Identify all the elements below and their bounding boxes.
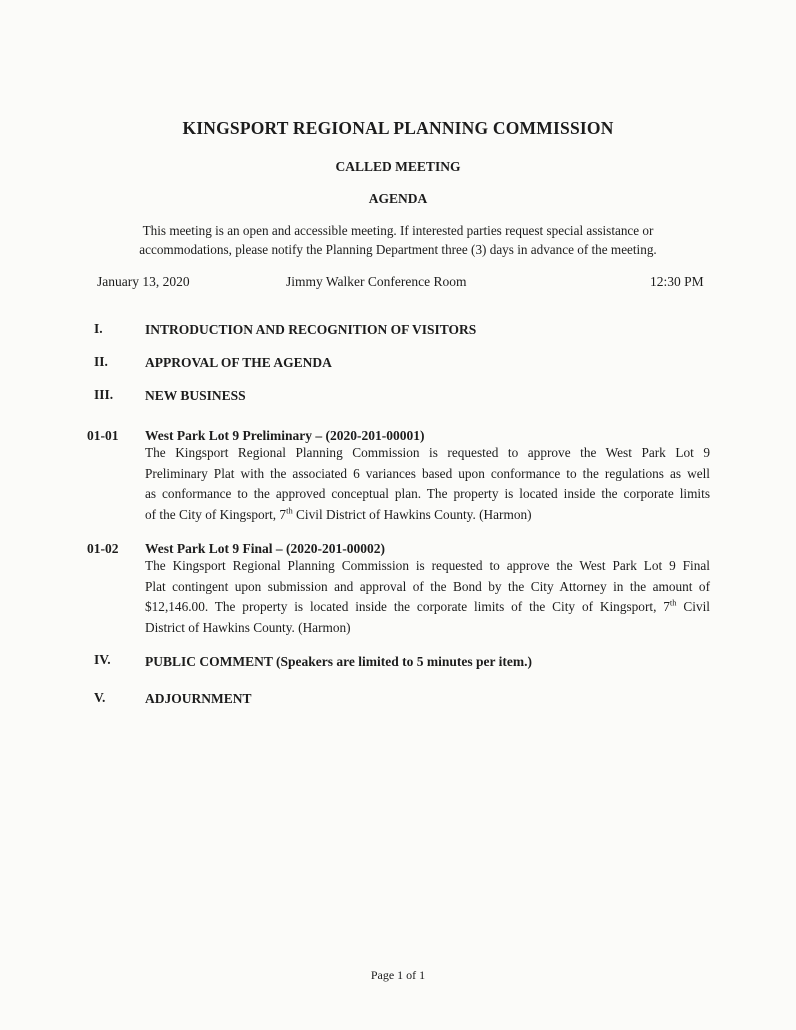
item-line-text: Civil District of Hawkins County. (Harmon) <box>292 506 532 522</box>
ordinal-suffix: th <box>286 505 293 516</box>
section-number: I. <box>94 321 103 336</box>
item-description <box>145 556 710 638</box>
item-line <box>145 597 710 618</box>
section-number: V. <box>94 690 106 705</box>
item-line <box>145 505 710 526</box>
item-line: The Kingsport Regional Planning Commission is requested to approve the West Park Lot 9 <box>145 445 710 460</box>
item-line-text: Civil <box>676 599 710 615</box>
ordinal-suffix: th <box>669 597 677 608</box>
item-number: 01-01 <box>87 428 119 443</box>
item-description <box>145 443 710 525</box>
notice-line-1: This meeting is an open and accessible meeting. If interested parties request special assistance or <box>142 223 654 238</box>
item-number: 01-02 <box>87 541 119 556</box>
notice-line-2: accommodations, please notify the Planning Department three (3) days in advance of the meeting. <box>139 242 657 257</box>
item-line-text: of the City of Kingsport, 7 <box>145 506 287 522</box>
section-number: IV. <box>94 652 111 667</box>
item-line: as conformance to the approved conceptual plan. The property is located inside the corporate limits <box>145 486 710 502</box>
meeting-type: CALLED MEETING <box>335 159 461 174</box>
section-number: III. <box>94 387 114 402</box>
section-title-approval: APPROVAL OF THE AGENDA <box>145 355 332 370</box>
item-line: District of Hawkins County. (Harmon) <box>145 619 351 635</box>
page-title: KINGSPORT REGIONAL PLANNING COMMISSION <box>182 118 614 138</box>
document-type: AGENDA <box>368 191 428 206</box>
section-title-public-comment: PUBLIC COMMENT (Speakers are limited to 5 minutes per item.) <box>145 654 532 669</box>
accessibility-notice <box>0 221 796 259</box>
section-title-introduction: INTRODUCTION AND RECOGNITION OF VISITORS <box>145 322 477 337</box>
item-line: Plat contingent upon submission and approval of the Bond by the City Attorney in the amount of <box>145 578 710 594</box>
item-title: West Park Lot 9 Preliminary – (2020-201-00001) <box>145 428 425 443</box>
item-line: Preliminary Plat with the associated 6 variances based upon conformance to the regulations as well <box>145 465 710 481</box>
section-title-adjournment: ADJOURNMENT <box>145 691 252 706</box>
meeting-location: Jimmy Walker Conference Room <box>286 274 467 289</box>
section-number: II. <box>94 354 108 369</box>
meeting-time: 12:30 PM <box>650 274 704 289</box>
item-line: The Kingsport Regional Planning Commission is requested to approve the West Park Lot 9 Final <box>145 558 710 573</box>
meeting-date: January 13, 2020 <box>97 274 190 289</box>
page-number: Page 1 of 1 <box>370 968 426 982</box>
item-line-text: $12,146.00. The property is located inside the corporate limits of the City of Kingsport, 7 <box>145 599 670 615</box>
item-title: West Park Lot 9 Final – (2020-201-00002) <box>145 541 385 556</box>
section-title-new-business: NEW BUSINESS <box>145 388 246 403</box>
